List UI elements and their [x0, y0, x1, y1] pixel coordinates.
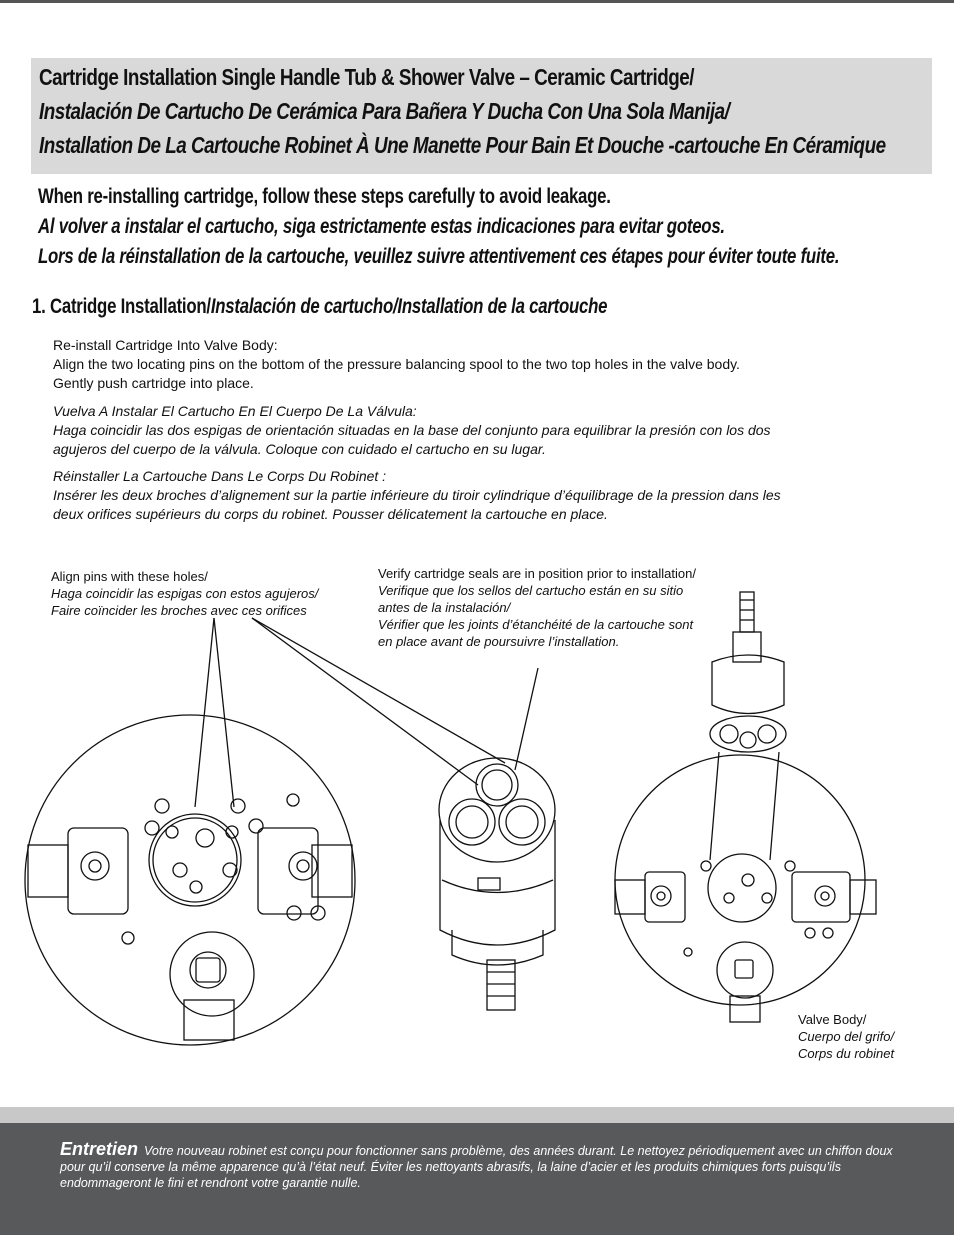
leader-line	[770, 752, 779, 860]
callout-line: Haga coincidir las espigas con estos agujeros/	[51, 586, 319, 601]
valve-body-left	[25, 715, 355, 1045]
leader-line	[710, 752, 719, 860]
top-rule	[0, 0, 954, 3]
callout-line: Vérifier que les joints d’étanchéité de la cartouche sont	[378, 617, 694, 632]
instruction-line: Gently push cartridge into place.	[53, 375, 254, 391]
valve-body-right	[615, 755, 876, 1022]
instructions-french	[53, 467, 781, 524]
section-heading-en: 1. Catridge Installation/	[32, 295, 211, 318]
instruction-line: Vuelva A Instalar El Cartucho En El Cuerpo De La Válvula:	[53, 403, 417, 419]
footer-text-block	[60, 1141, 910, 1191]
callout-line: Cuerpo del grifo/	[798, 1029, 895, 1044]
instructions-english	[53, 336, 740, 393]
footer-maintenance	[0, 1123, 954, 1235]
instruction-line: Réinstaller La Cartouche Dans Le Corps Du Robinet :	[53, 468, 387, 484]
footer-body: Votre nouveau robinet est conçu pour fonctionner sans problème, des années durant. Le nettoyez périodiquement avec un chiffon doux pour qu’il conserve la même apparence qu’à l’état neuf. Éviter les nettoyants abrasifs, la laine d’acier et les produits chimiques forts puisqu’ils endommageront le fini et rendront votre garantie nulle.	[60, 1144, 893, 1190]
callout-line: Valve Body/	[798, 1012, 867, 1027]
leader-line	[252, 618, 505, 763]
instruction-line: Align the two locating pins on the bottom of the pressure balancing spool to the two top holes in the valve body.	[53, 356, 740, 372]
callout-line: Corps du robinet	[798, 1046, 895, 1061]
title-spanish: Instalación De Cartucho De Cerámica Para Bañera Y Ducha Con Una Sola Manija/	[39, 98, 730, 124]
callout-line: Verifique que los sellos del cartucho están en su sitio	[378, 583, 684, 598]
instruction-line: Insérer les deux broches d’alignement sur la partie inférieure du tiroir cylindrique d’équilibrage de la pression dans les	[53, 487, 781, 503]
leader-line	[214, 618, 234, 807]
leader-line	[515, 668, 538, 770]
callout-line: Faire coïncider les broches avec ces orifices	[51, 603, 307, 618]
footer-heading: Entretien	[60, 1139, 139, 1159]
section-heading	[32, 295, 607, 319]
warning-spanish: Al volver a instalar el cartucho, siga estrictamente estas indicaciones para evitar goteos.	[38, 215, 725, 238]
warning-english: When re-installing cartridge, follow these steps carefully to avoid leakage.	[38, 185, 611, 208]
leader-line	[195, 618, 214, 807]
instruction-line: deux orifices supérieurs du corps du robinet. Pousser délicatement la cartouche en place.	[53, 506, 608, 522]
callout-line: en place avant de poursuivre l’installation.	[378, 634, 620, 649]
callout-line: antes de la instalación/	[378, 600, 511, 615]
instruction-line: Re-install Cartridge Into Valve Body:	[53, 337, 278, 353]
instructions-spanish	[53, 402, 771, 459]
footer-band	[0, 1107, 954, 1123]
callout-line: Align pins with these holes/	[51, 569, 208, 584]
title-english: Cartridge Installation Single Handle Tub & Shower Valve – Ceramic Cartridge/	[39, 64, 695, 90]
title-french: Installation De La Cartouche Robinet À Une Manette Pour Bain Et Douche -cartouche En Céramique	[39, 132, 886, 158]
installation-diagram	[0, 520, 954, 1100]
instruction-line: Haga coincidir las dos espigas de orientación situadas en la base del conjunto para equilibrar la presión con los dos	[53, 422, 771, 438]
instruction-line: agujeros del cuerpo de la válvula. Coloque con cuidado el cartucho en su lugar.	[53, 441, 546, 457]
title-banner	[31, 58, 932, 174]
leader-line	[252, 618, 478, 785]
warning-french: Lors de la réinstallation de la cartouche, veuillez suivre attentivement ces étapes pour éviter toute fuite.	[38, 245, 840, 268]
ceramic-cartridge	[439, 758, 555, 1010]
cartridge-exploded	[710, 592, 786, 752]
section-heading-es-fr: Instalación de cartucho/Installation de la cartouche	[210, 295, 608, 318]
callout-line: Verify cartridge seals are in position prior to installation/	[378, 566, 696, 581]
